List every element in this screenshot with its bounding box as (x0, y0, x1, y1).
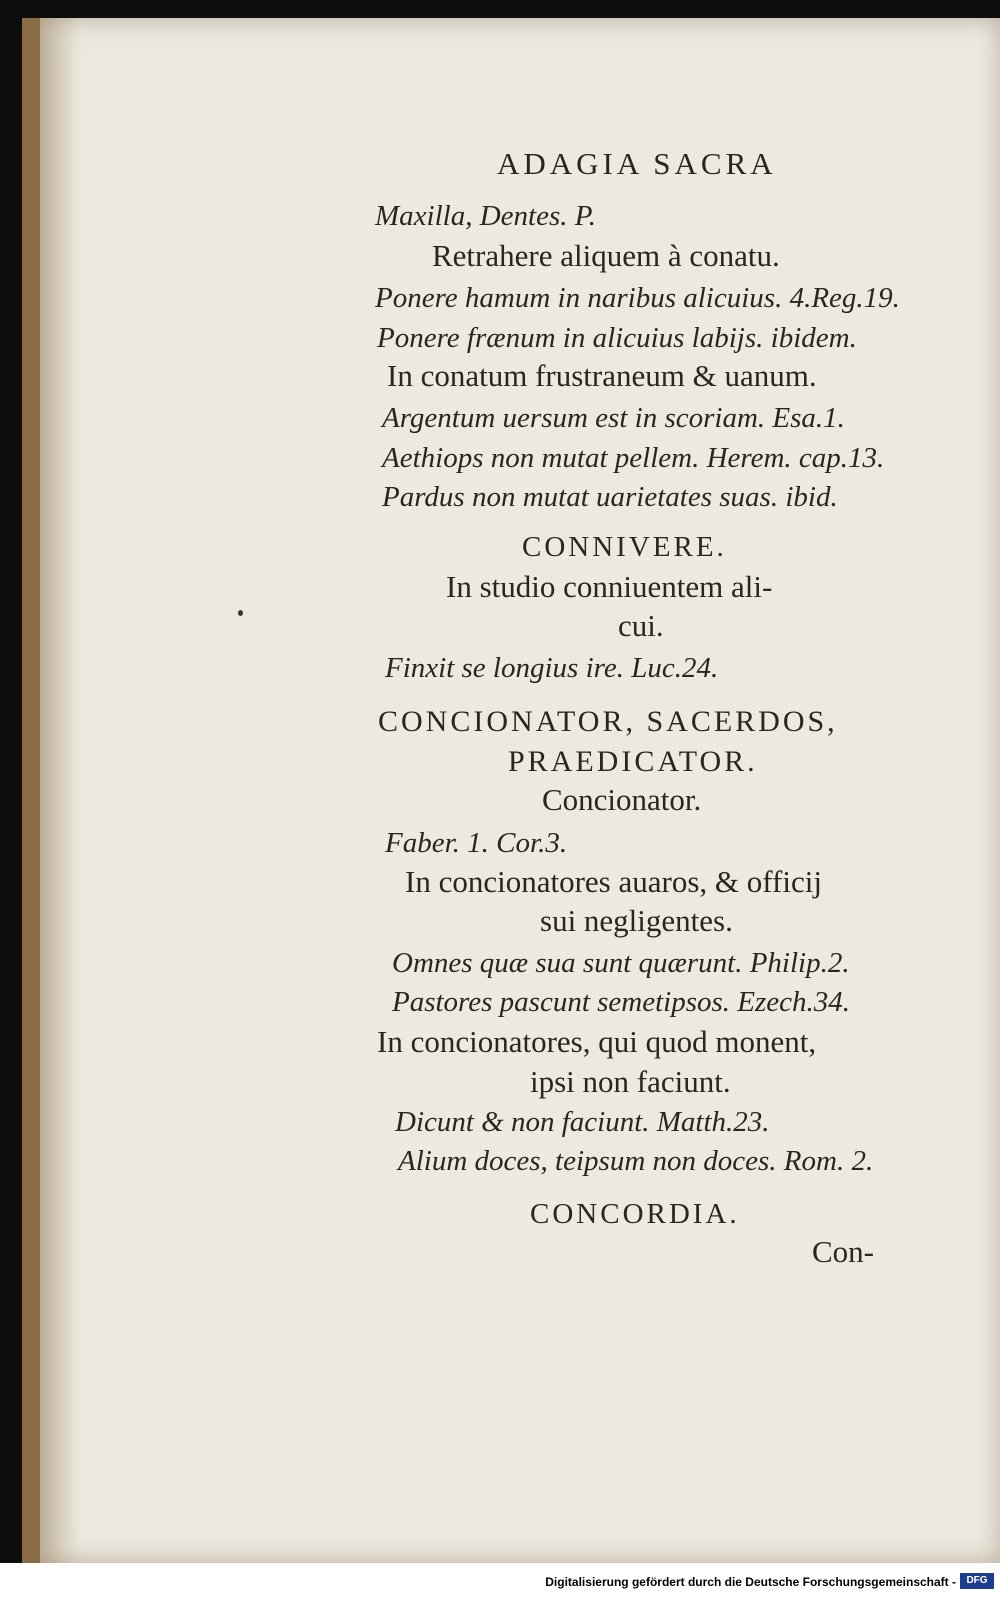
text-line: Concionator. (542, 782, 702, 817)
text-line: Aethiops non mutat pellem. Herem. cap.13. (382, 442, 885, 474)
text-line: Pardus non mutat uarietates suas. ibid. (382, 481, 838, 513)
text-line: Omnes quæ sua sunt quærunt. Philip.2. (392, 947, 850, 979)
running-head: ADAGIA SACRA (497, 146, 777, 181)
text-line: ipsi non faciunt. (530, 1064, 731, 1099)
ink-speck (238, 610, 243, 616)
text-line: Ponere hamum in naribus alicuius. 4.Reg.19. (375, 282, 900, 314)
text-line: Maxilla, Dentes. P. (375, 200, 596, 232)
funding-credit: Digitalisierung gefördert durch die Deutsche Forschungsgemeinschaft - (545, 1575, 956, 1589)
text-line: cui. (618, 608, 664, 643)
text-line: sui negligentes. (540, 903, 733, 938)
text-line: In studio conniuentem ali- (446, 569, 773, 604)
text-line: Faber. 1. Cor.3. (385, 827, 568, 859)
text-line: Ponere frænum in alicuius labijs. ibidem. (377, 322, 857, 354)
text-line: Finxit se longius ire. Luc.24. (385, 652, 719, 684)
section-heading: PRAEDICATOR. (508, 745, 758, 778)
text-line: Alium doces, teipsum non doces. Rom. 2. (398, 1145, 874, 1177)
section-heading: CONCIONATOR, SACERDOS, (378, 705, 838, 738)
footer-bar (0, 1563, 1000, 1601)
section-heading: CONCORDIA. (530, 1198, 740, 1230)
section-heading: CONNIVERE. (522, 531, 727, 563)
text-line: Argentum uersum est in scoriam. Esa.1. (382, 402, 845, 434)
catchword: Con- (812, 1234, 874, 1269)
text-line: In concionatores auaros, & officij (405, 864, 822, 899)
dfg-logo: DFG (960, 1573, 994, 1589)
text-line: In conatum frustraneum & uanum. (387, 358, 817, 393)
text-line: Dicunt & non faciunt. Matth.23. (395, 1106, 770, 1138)
text-line: In concionatores, qui quod monent, (377, 1024, 817, 1059)
text-line: Retrahere aliquem à conatu. (432, 238, 780, 273)
text-line: Pastores pascunt semetipsos. Ezech.34. (392, 986, 851, 1018)
